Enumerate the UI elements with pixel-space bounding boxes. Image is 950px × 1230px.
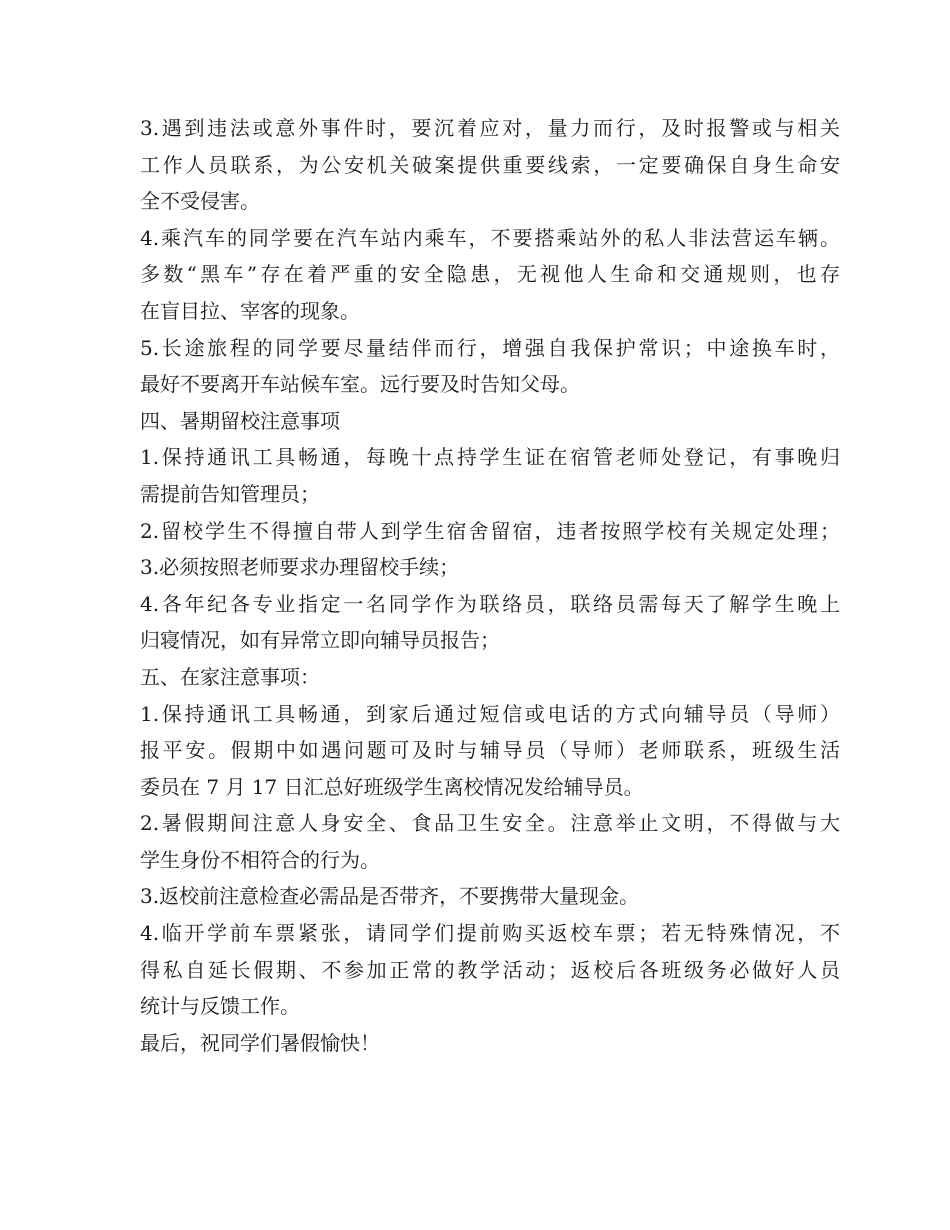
text-line: 5.长途旅程的同学要尽量结伴而行，增强自我保护常识；中途换车时， [140, 335, 840, 360]
text-line: 统计与反馈工作。 [140, 994, 300, 1019]
text-line: 全不受侵害。 [140, 189, 260, 214]
text-line: 3.遇到违法或意外事件时，要沉着应对，量力而行，及时报警或与相关 [140, 116, 840, 140]
text-line: 最好不要离开车站候车室。远行要及时告知父母。 [140, 372, 580, 397]
text-line: 2.留校学生不得擅自带人到学生宿舍留宿，违者按照学校有关规定处理； [140, 518, 840, 543]
section-heading: 五、在家注意事项： [140, 664, 320, 689]
text-line: 需提前告知管理员； [140, 481, 320, 506]
text-line: 工作人员联系，为公安机关破案提供重要线索，一定要确保自身生命安 [140, 152, 840, 177]
text-line: 1.保持通讯工具畅通，每晚十点持学生证在宿管老师处登记，有事晚归 [140, 445, 840, 470]
text-line: 2.暑假期间注意人身安全、食品卫生安全。注意举止文明，不得做与大 [140, 811, 840, 836]
text-line: 1.保持通讯工具畅通，到家后通过短信或电话的方式向辅导员（导师） [140, 701, 840, 726]
text-line: 报平安。假期中如遇问题可及时与辅导员（导师）老师联系，班级生活 [140, 738, 840, 763]
text-line: 委员在 7 月 17 日汇总好班级学生离校情况发给辅导员。 [140, 774, 644, 799]
text-line: 3.必须按照老师要求办理留校手续； [140, 555, 460, 580]
text-line: 多数“黑车”存在着严重的安全隐患，无视他人生命和交通规则，也存 [140, 262, 840, 287]
text-line: 3.返校前注意检查必需品是否带齐，不要携带大量现金。 [140, 884, 640, 909]
text-line: 归寝情况，如有异常立即向辅导员报告； [140, 628, 500, 653]
text-line: 学生身份不相符合的行为。 [140, 847, 380, 872]
text-line: 4.临开学前车票紧张，请同学们提前购买返校车票；若无特殊情况，不 [140, 921, 840, 946]
text-line: 4.各年纪各专业指定一名同学作为联络员，联络员需每天了解学生晚上 [140, 591, 840, 616]
closing-line: 最后，祝同学们暑假愉快！ [140, 1030, 380, 1055]
text-line: 在盲目拉、宰客的现象。 [140, 298, 360, 323]
document-body [140, 110, 840, 1061]
section-heading: 四、暑期留校注意事项 [140, 408, 340, 433]
text-line: 4.乘汽车的同学要在汽车站内乘车，不要搭乘站外的私人非法营运车辆。 [140, 225, 840, 250]
text-line: 得私自延长假期、不参加正常的教学活动；返校后各班级务必做好人员 [140, 957, 840, 982]
